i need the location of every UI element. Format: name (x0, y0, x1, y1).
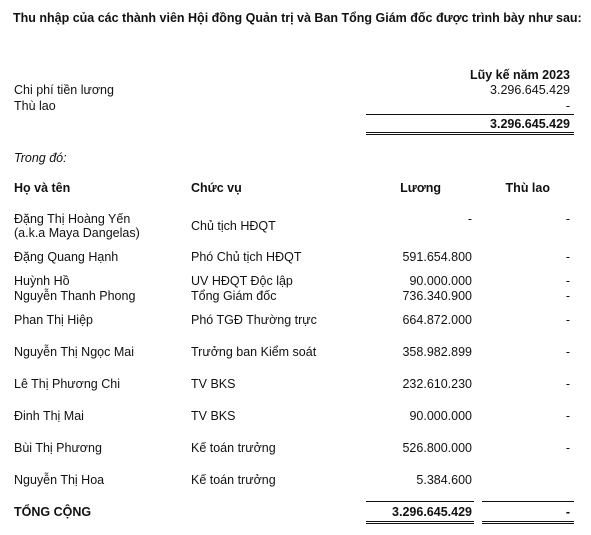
header-remuneration: Thù lao (505, 181, 550, 195)
table-row (0, 409, 591, 425)
row-remuneration: - (565, 441, 570, 455)
table-row (0, 274, 591, 290)
row-remuneration: - (565, 212, 570, 226)
row-name: Bùi Thị Phương (14, 441, 102, 455)
row-remuneration: - (565, 289, 570, 303)
row-remuneration: - (565, 345, 570, 359)
total-remuneration-rule-bottom-1 (482, 521, 574, 522)
row-salary: 526.800.000 (402, 441, 472, 455)
row-name: Lê Thị Phương Chi (14, 377, 120, 391)
row-position: Kế toán trưởng (191, 441, 276, 455)
row-remuneration: - (565, 409, 570, 423)
table-row (0, 289, 591, 305)
row-position: Trưởng ban Kiểm soát (191, 345, 317, 359)
header-name: Họ và tên (14, 181, 71, 195)
row-salary: 591.654.800 (402, 250, 472, 264)
summary-value-remuneration: - (565, 99, 570, 113)
header-position: Chức vụ (191, 181, 242, 195)
summary-value-salary: 3.296.645.429 (490, 83, 570, 97)
table-row (0, 441, 591, 457)
header-salary: Lương (400, 181, 441, 195)
row-remuneration: - (565, 250, 570, 264)
page-heading: Thu nhập của các thành viên Hội đồng Quản trị và Ban Tổng Giám đốc được trình bày như sau: (13, 11, 582, 25)
table-row (0, 250, 591, 266)
row-name: Phan Thị Hiệp (14, 313, 93, 327)
row-name: Đặng Quang Hạnh (14, 250, 119, 264)
summary-total-value: 3.296.645.429 (490, 117, 570, 131)
row-salary: 232.610.230 (402, 377, 472, 391)
total-label: TỔNG CỘNG (14, 505, 92, 519)
row-position: TV BKS (191, 409, 236, 423)
table-total-row (0, 505, 591, 521)
row-position: TV BKS (191, 377, 236, 391)
row-name: Nguyễn Thị Hoa (14, 473, 105, 487)
total-salary-rule-bottom-2 (366, 523, 474, 524)
summary-label-remuneration: Thù lao (14, 99, 56, 113)
row-position: Kế toán trưởng (191, 473, 276, 487)
row-name: Đặng Thị Hoàng Yến (14, 212, 131, 226)
row-remuneration: - (565, 274, 570, 288)
row-position: Chủ tịch HĐQT (191, 219, 276, 233)
table-row (0, 313, 591, 329)
summary-label-salary: Chi phí tiền lương (14, 83, 114, 97)
total-salary-rule-top (366, 501, 474, 502)
row-salary: 90.000.000 (409, 274, 472, 288)
total-remuneration-rule-top (482, 501, 574, 502)
table-header-row (0, 181, 591, 197)
total-salary-rule-bottom-1 (366, 521, 474, 522)
row-salary: 736.340.900 (402, 289, 472, 303)
table-row (0, 212, 591, 242)
row-salary: 358.982.899 (402, 345, 472, 359)
table-row (0, 345, 591, 361)
row-name-alias: (a.k.a Maya Dangelas) (14, 226, 140, 240)
total-salary: 3.296.645.429 (392, 505, 472, 519)
summary-total-rule-top (366, 114, 574, 115)
summary-total-rule-bottom-2 (366, 134, 574, 135)
row-name: Nguyễn Thị Ngọc Mai (14, 345, 134, 359)
row-salary: 664.872.000 (402, 313, 472, 327)
row-name: Huỳnh Hồ (14, 274, 70, 288)
total-remuneration-rule-bottom-2 (482, 523, 574, 524)
row-name: Đinh Thị Mai (14, 409, 84, 423)
row-remuneration: - (565, 377, 570, 391)
row-position: Phó Chủ tịch HĐQT (191, 250, 302, 264)
breakdown-label: Trong đó: (14, 151, 67, 165)
table-row (0, 473, 591, 489)
total-remuneration: - (565, 505, 570, 519)
row-position: Tổng Giám đốc (191, 289, 277, 303)
row-remuneration: - (565, 313, 570, 327)
row-position: UV HĐQT Độc lập (191, 274, 293, 288)
summary-total-rule-bottom-1 (366, 132, 574, 133)
row-name: Nguyễn Thanh Phong (14, 289, 136, 303)
row-position: Phó TGĐ Thường trực (191, 313, 317, 327)
table-row (0, 377, 591, 393)
row-salary: - (467, 212, 472, 226)
summary-column-header: Lũy kế năm 2023 (469, 68, 570, 82)
row-salary: 90.000.000 (409, 409, 472, 423)
row-salary: 5.384.600 (416, 473, 472, 487)
